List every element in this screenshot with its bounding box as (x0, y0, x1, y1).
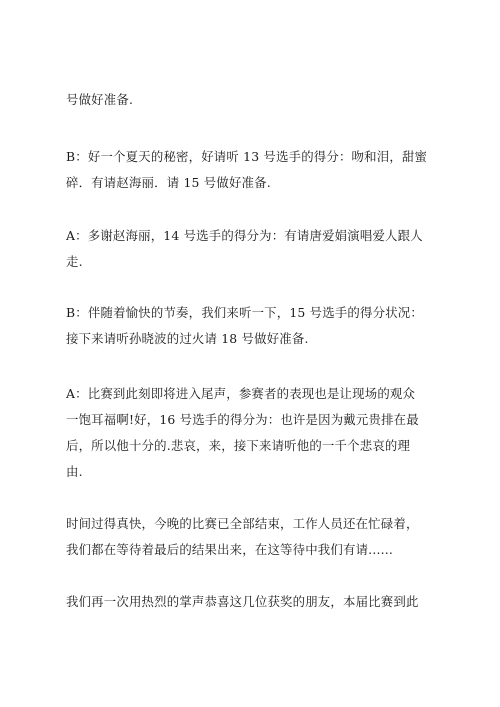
text-line: 一饱耳福啊!好，16 号选手的得分为：也许是因为戴元贵排在最 (66, 412, 419, 427)
text-line: 时间过得真快，今晚的比赛已全部结束，工作人员还在忙碌着， (66, 516, 419, 531)
text-line: A：比赛到此刻即将进入尾声，参赛者的表现也是让现场的观众 (66, 386, 416, 401)
paragraph (66, 87, 450, 113)
text-line: A：多谢赵海丽，14 号选手的得分为：有请唐爱娟演唱爱人跟人 (66, 228, 423, 243)
paragraph (66, 144, 450, 196)
paragraph (66, 223, 450, 275)
text-line: 我们都在等待着最后的结果出来，在这等待中我们有请...... (66, 542, 394, 557)
paragraph (66, 300, 450, 352)
text-line: B：好一个夏天的秘密，好请听 13 号选手的得分：吻和泪，甜蜜 (66, 149, 428, 164)
text-line: 我们再一次用热烈的掌声恭喜这几位获奖的朋友，本届比赛到此 (66, 594, 419, 609)
text-line: 号做好准备. (66, 92, 134, 107)
text-line: 接下来请听孙晓波的过火请 18 号做好准备. (66, 331, 309, 346)
text-line: 由. (66, 464, 83, 479)
text-line: 碎．有请赵海丽．请 15 号做好准备. (66, 175, 271, 190)
paragraph (66, 589, 450, 615)
text-line: 后，所以他十分的.悲哀，来，接下来请听他的一千个悲哀的理 (66, 438, 411, 453)
text-line: B：伴随着愉快的节奏，我们来听一下，15 号选手的得分状况： (66, 305, 423, 320)
text-line: 走. (66, 254, 83, 269)
paragraph (66, 381, 450, 485)
paragraph (66, 511, 450, 563)
